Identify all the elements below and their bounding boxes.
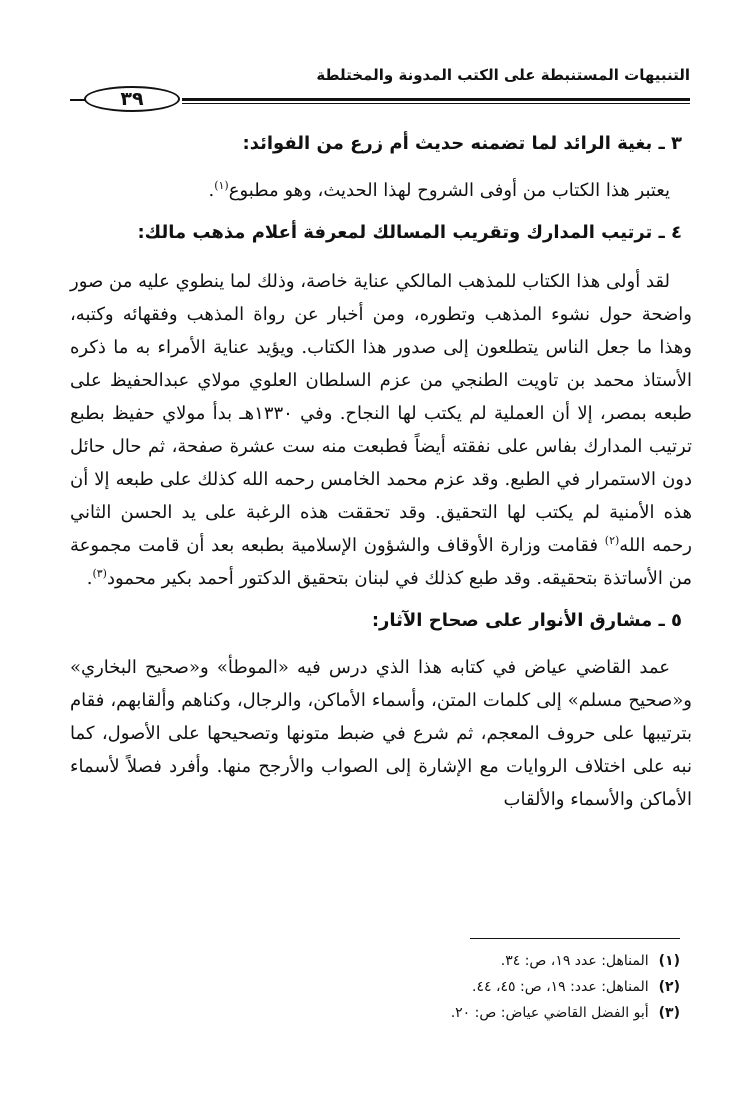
- footnote-2: [60, 974, 680, 1000]
- paragraph-end: .: [208, 180, 215, 201]
- footnote-ref-1[interactable]: (١): [214, 179, 229, 192]
- header-rule-thick: [182, 98, 690, 101]
- footnote-text: المناهل: عدد ١٩، ص: ٣٤.: [500, 953, 649, 969]
- footnote-text: المناهل: عدد: ١٩، ص: ٤٥، ٤٤.: [472, 979, 649, 995]
- section-paragraph-5: عمد القاضي عياض في كتابه هذا الذي درس فيه «الموطأ» و«صحيح البخاري» و«صحيح مسلم» إلى كلمات المتن، وأسماء الأماكن، والرجال، وكناهم وألقابهم، فقام بترتيبها على حروف المعجم، ثم شرع في ضبط متونها وتصحيحها على الأصول، كما نبه على اختلاف الروايات مع الإشارة إلى الصواب والأرجح منها. وأفرد فصلاً لأسماء الأماكن والأسماء والألقاب: [70, 657, 692, 810]
- page-body: [70, 126, 692, 816]
- paragraph-end: .: [86, 568, 93, 589]
- section-paragraph-4: [70, 265, 692, 595]
- paragraph-text: لقد أولى هذا الكتاب للمذهب المالكي عناية خاصة، وذلك لما ينطوي عليه من صور واضحة حول نشوء المذهب وتطوره، ومن أخبار عن رواة المذهب وفقهائه وكتبه، وهذا ما جعل الناس يتطلعون إلى صدور هذا الكتاب. ويؤيد عناية الأمراء به ما ذكره الأستاذ محمد بن تاويت الطنجي من عزم السلطان العلوي مولاي عبدالحفيظ على طبعه بمصر، إلا أن العملية لم يكتب لها النجاح. وفي ١٣٣٠هـ بدأ مولاي حفيظ بطبع ترتيب المدارك بفاس على نفقته أيضاً فطبعت منه ست عشرة صفحة، ثم حال حائل دون الاستمرار في الطبع. وقد عزم محمد الخامس رحمه الله كذلك على طبعه إلا أن هذه الأمنية لم يكتب لها التحقيق. وقد تحققت هذه الرغبة على يد الحسن الثاني رحمه الله: [70, 271, 693, 556]
- footnote-separator: [470, 938, 680, 939]
- footnote-number: (١): [658, 953, 680, 969]
- footnote-ref-3[interactable]: (٣): [92, 567, 107, 580]
- section-paragraph-3: [70, 174, 692, 207]
- running-title: التنبيهات المستنبطة على الكتب المدونة والمختلطة: [316, 66, 690, 84]
- section-heading-4: ٤ ـ ترتيب المدارك وتقريب المسالك لمعرفة أعلام مذهب مالك:: [137, 222, 682, 243]
- footnote-text: أبو الفضل القاضي عياض: ص: ٢٠.: [450, 1005, 649, 1021]
- footnote-number: (٣): [658, 1005, 680, 1021]
- paragraph-text-continued: فقامت وزارة الأوقاف والشؤون الإسلامية بطبعه بعد أن قامت مجموعة من الأساتذة بتحقيقه. وقد طبع كذلك في لبنان بتحقيق الدكتور أحمد بكير محمود: [70, 535, 692, 589]
- page-number: ٣٩: [84, 86, 180, 112]
- footnote-3: [60, 1000, 680, 1026]
- footnote-ref-2[interactable]: (٢): [604, 534, 620, 547]
- section-heading-5: ٥ ـ مشارق الأنوار على صحاح الآثار:: [371, 610, 682, 631]
- footnotes: [60, 948, 680, 1026]
- page-header: [70, 62, 690, 110]
- header-rule-thin: [182, 103, 690, 104]
- paragraph-text: يعتبر هذا الكتاب من أوفى الشروح لهذا الحديث، وهو مطبوع: [228, 180, 670, 201]
- footnote-1: [60, 948, 680, 974]
- section-heading-3: ٣ ـ بغية الرائد لما تضمنه حديث أم زرع من الفوائد:: [242, 133, 682, 154]
- footnote-number: (٢): [658, 979, 680, 995]
